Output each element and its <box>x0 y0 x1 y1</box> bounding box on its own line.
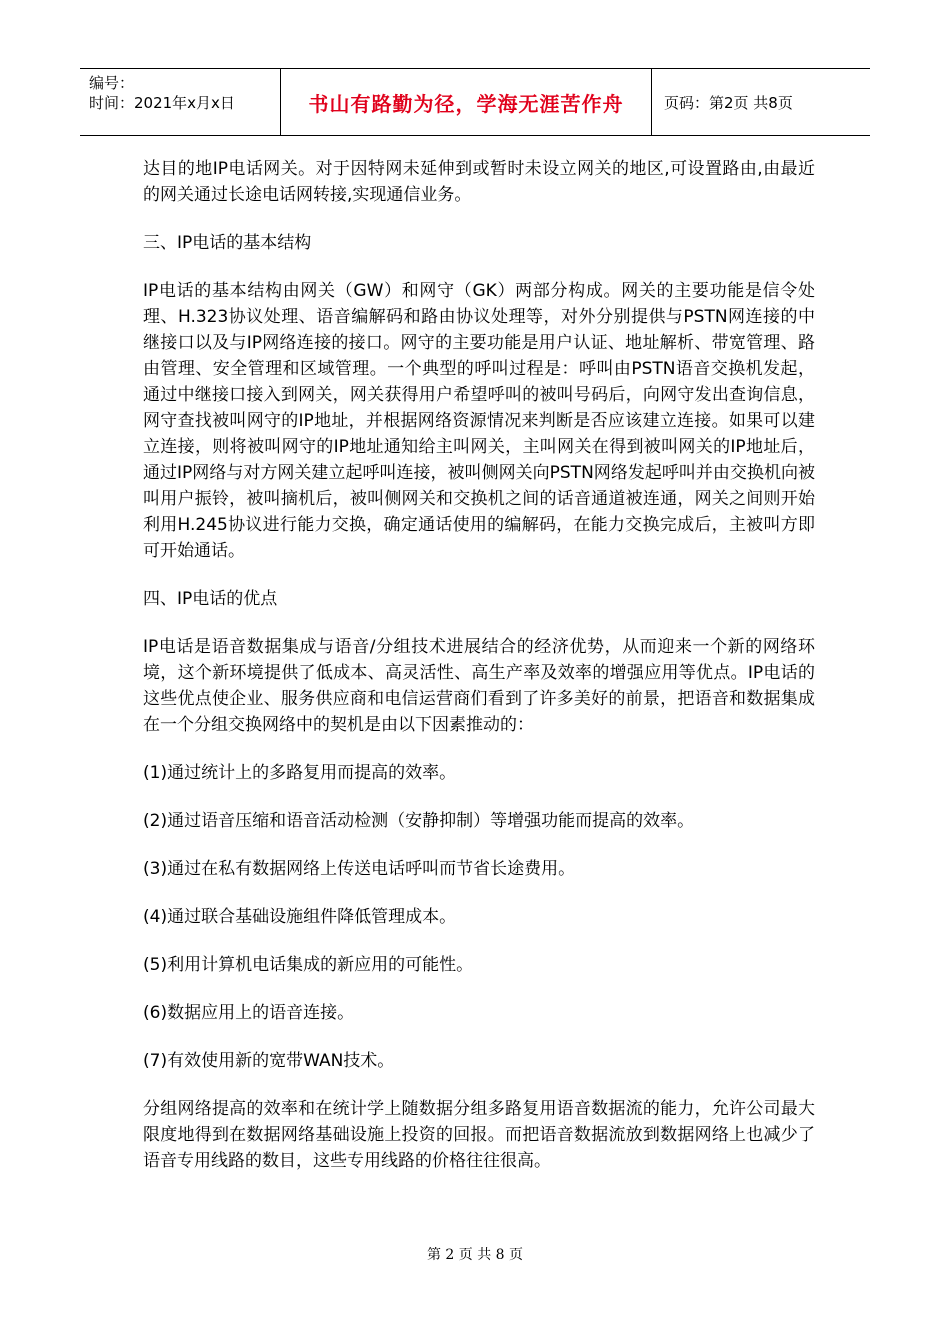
list-item-1: (1)通过统计上的多路复用而提高的效率。 <box>143 763 457 783</box>
paragraph-continuation: 达目的地IP电话网关。对于因特网未延伸到或暂时未设立网关的地区,可设置路由,由最近的网关通过长途电话网转接,实现通信业务。 <box>143 159 815 205</box>
list-item-7: (7)有效使用新的宽带WAN技术。 <box>143 1051 395 1071</box>
header-meta <box>80 69 281 136</box>
paragraph-advantages: IP电话是语音数据集成与语音/分组技术进展结合的经济优势，从而迎来一个新的网络环境，这个新环境提供了低成本、高灵活性、高生产率及效率的增强应用等优点。IP电话的这些优点使企业、服务供应商和电信运营商们看到了许多美好的前景，把语音和数据集成在一个分组交换网络中的契机是由以下因素推动的： <box>143 637 815 735</box>
list-item-3: (3)通过在私有数据网络上传送电话呼叫而节省长途费用。 <box>143 859 576 879</box>
section-heading-advantages: 四、IP电话的优点 <box>143 589 278 609</box>
header-page-cell <box>652 69 871 136</box>
section-heading-structure: 三、IP电话的基本结构 <box>143 233 312 253</box>
header-page-number: 页码：第2页 共8页 <box>664 93 793 112</box>
document-date: 时间：2021年x月x日 <box>89 94 235 112</box>
header-motto-cell <box>281 69 652 136</box>
page-header <box>80 68 870 136</box>
document-number: 编号： <box>89 74 135 92</box>
list-item-4: (4)通过联合基础设施组件降低管理成本。 <box>143 907 457 927</box>
header-motto: 书山有路勤为径，学海无涯苦作舟 <box>308 91 624 116</box>
list-item-6: (6)数据应用上的语音连接。 <box>143 1003 355 1023</box>
paragraph-conclusion: 分组网络提高的效率和在统计学上随数据分组多路复用语音数据流的能力，允许公司最大限度地得到在数据网络基础设施上投资的回报。而把语音数据流放到数据网络上也减少了语音专用线路的数目，这些专用线路的价格往往很高。 <box>143 1099 815 1171</box>
list-item-5: (5)利用计算机电话集成的新应用的可能性。 <box>143 955 474 975</box>
list-item-2: (2)通过语音压缩和语音活动检测（安静抑制）等增强功能而提高的效率。 <box>143 811 695 831</box>
page-footer: 第 2 页 共 8 页 <box>426 1247 524 1263</box>
document-body <box>143 156 815 1196</box>
paragraph-structure: IP电话的基本结构由网关（GW）和网守（GK）两部分构成。网关的主要功能是信令处理、H.323协议处理、语音编解码和路由协议处理等，对外分别提供与PSTN网连接的中继接口以及与IP网络连接的接口。网守的主要功能是用户认证、地址解析、带宽管理、路由管理、安全管理和区域管理。一个典型的呼叫过程是：呼叫由PSTN语音交换机发起，通过中继接口接入到网关，网关获得用户希望呼叫的被叫号码后，向网守发出查询信息，网守查找被叫网守的IP地址，并根据网络资源情况来判断是否应该建立连接。如果可以建立连接，则将被叫网守的IP地址通知给主叫网关，主叫网关在得到被叫网关的IP地址后，通过IP网络与对方网关建立起呼叫连接，被叫侧网关向PSTN网络发起呼叫并由交换机向被叫用户振铃，被叫摘机后，被叫侧网关和交换机之间的话音通道被连通，网关之间则开始利用H.245协议进行能力交换，确定通话使用的编解码，在能力交换完成后，主被叫方即可开始通话。 <box>143 281 815 561</box>
